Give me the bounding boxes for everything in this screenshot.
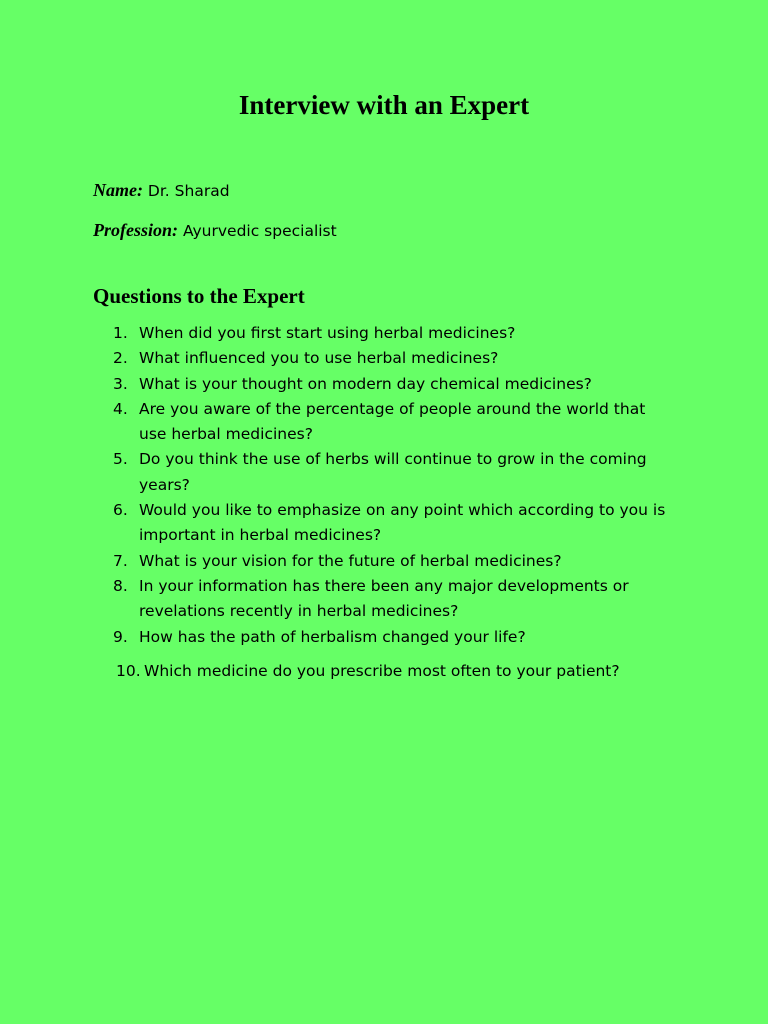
- question-number: 9.: [113, 627, 128, 646]
- question-text: What is your vision for the future of herbal medicines?: [139, 551, 562, 570]
- question-number: 4.: [113, 399, 128, 418]
- question-number: 10.: [116, 661, 141, 680]
- question-text: Would you like to emphasize on any point which according to you is important in herbal medicines?: [139, 501, 666, 545]
- question-number: 2.: [113, 349, 128, 368]
- question-item: [0, 498, 768, 549]
- question-item: [0, 574, 768, 625]
- question-text: In your information has there been any major developments or revelations recently in herbal medicines?: [139, 576, 629, 621]
- question-number: 3.: [113, 374, 128, 393]
- question-item: [0, 346, 768, 371]
- name-field: [93, 178, 230, 203]
- question-item: [0, 447, 768, 498]
- questions-list: [0, 321, 768, 684]
- name-value: Dr. Sharad: [147, 182, 230, 200]
- question-number: 5.: [113, 450, 128, 469]
- question-item: [0, 372, 768, 397]
- profession-value: Ayurvedic specialist: [182, 222, 337, 240]
- page-title: Interview with an Expert: [238, 90, 530, 120]
- question-item: [0, 659, 768, 684]
- question-number: 7.: [113, 551, 128, 570]
- question-number: 6.: [113, 501, 128, 520]
- question-text: What influenced you to use herbal medicines?: [139, 349, 499, 368]
- question-text: Do you think the use of herbs will continue to grow in the coming years?: [139, 450, 647, 494]
- question-item: [0, 549, 768, 574]
- question-item: [0, 397, 768, 448]
- question-item: [0, 321, 768, 346]
- profession-field: [93, 218, 337, 243]
- name-label: Name:: [93, 180, 143, 200]
- question-text: What is your thought on modern day chemical medicines?: [139, 374, 592, 393]
- question-item: [0, 625, 768, 650]
- question-text: Are you aware of the percentage of people around the world that use herbal medicines?: [139, 399, 646, 444]
- question-text: Which medicine do you prescribe most often to your patient?: [144, 661, 620, 680]
- question-number: 8.: [113, 576, 128, 595]
- questions-heading: Questions to the Expert: [93, 284, 305, 308]
- question-text: How has the path of herbalism changed your life?: [139, 627, 526, 646]
- question-number: 1.: [113, 324, 128, 342]
- profession-label: Profession:: [93, 220, 178, 240]
- question-text: When did you first start using herbal medicines?: [139, 324, 516, 342]
